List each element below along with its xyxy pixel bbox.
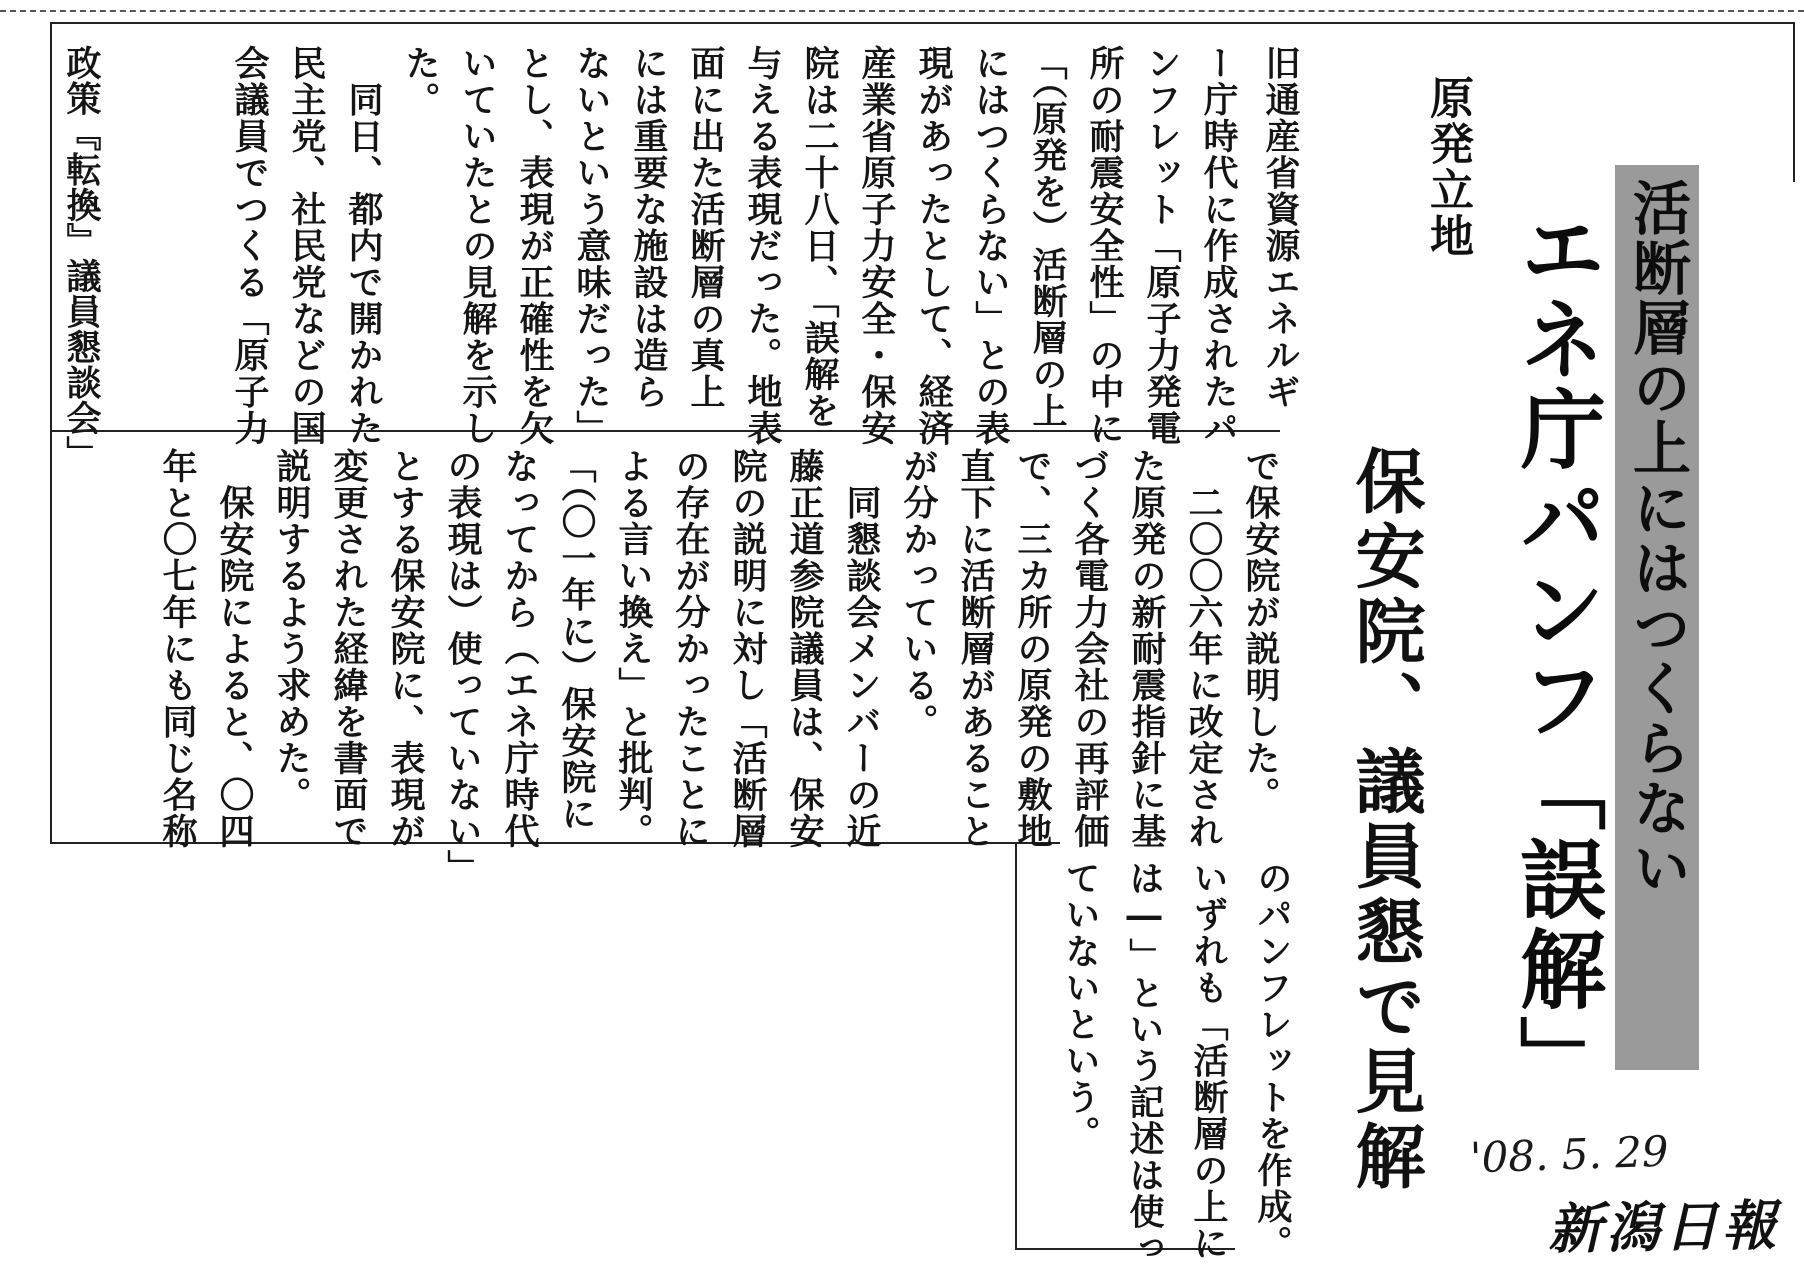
body-column: の存在が分かったことに xyxy=(670,448,710,850)
body-column: 保安院によると、〇四 xyxy=(214,448,254,850)
body-column: 政策『転換』議員懇談会」 xyxy=(61,45,101,471)
bottom-border-left xyxy=(50,842,1060,844)
body-column: 二〇〇六年に改定され xyxy=(1183,448,1223,850)
headline-right-border xyxy=(1793,22,1795,182)
top-cut-line xyxy=(0,10,1804,12)
body-column: ていないという。 xyxy=(1060,860,1100,1152)
body-column: 藤正道参院議員は、保安 xyxy=(784,448,824,850)
body-column: とする保安院に、表現が xyxy=(385,448,425,850)
body-column: なってから（エネ庁時代 xyxy=(499,448,539,850)
body-column: ないという意味だった」 xyxy=(571,45,611,447)
body-column: とし、表現が正確性を欠 xyxy=(514,45,554,447)
body-column: 同懇談会メンバーの近 xyxy=(841,448,881,850)
body-column: 院の説明に対し「活断層 xyxy=(727,448,767,850)
body-column: ー庁時代に作成されたパ xyxy=(1198,45,1238,447)
body-column: 面に出た活断層の真上 xyxy=(685,45,725,410)
left-border xyxy=(50,22,52,844)
body-column: よる言い換え」と批判。 xyxy=(613,448,653,850)
body-column: は―」という記述は使っ xyxy=(1124,860,1164,1267)
body-column: 現があったとして、経済 xyxy=(913,45,953,447)
body-column: 与える表現だった。地表 xyxy=(742,45,782,447)
body-column: いずれも「活断層の上に xyxy=(1188,860,1228,1262)
body-column: 所の耐震安全性」の中に xyxy=(1084,45,1124,447)
body-column: 民主党、社民党などの国 xyxy=(286,45,326,447)
main-headline: エネ庁パンフ「誤解」 xyxy=(1505,205,1605,1105)
body-column: ンフレット「原子力発電 xyxy=(1141,45,1181,447)
body-column: づく各電力会社の再評価 xyxy=(1069,448,1109,850)
body-column: が分かっている。 xyxy=(898,448,938,740)
body-column: 「（原発を）活断層の上 xyxy=(1027,45,1067,429)
body-column: にはつくらない」との表 xyxy=(970,45,1010,447)
clipping-date: '08. 5. 29 xyxy=(1469,1126,1670,1183)
body-column: 説明するよう求めた。 xyxy=(271,448,311,813)
body-column: の表現は）使っていない」 xyxy=(442,448,482,886)
body-column: で、三カ所の原発の敷地 xyxy=(1012,448,1052,850)
body-column: 同日、都内で開かれた xyxy=(343,45,383,447)
body-column: 院は二十八日、「誤解を xyxy=(799,45,839,429)
body-column: には重要な施設は造ら xyxy=(628,45,668,410)
kicker-headline: 活断層の上にはつくらない xyxy=(1623,178,1691,898)
body-column: 産業省原子力安全・保安 xyxy=(856,45,896,447)
top-border xyxy=(50,22,1795,24)
body-column: いていたとの見解を示し xyxy=(457,45,497,447)
body-column: のパンフレットを作成。 xyxy=(1252,860,1292,1262)
body-column: 会議員でつくる「原子力 xyxy=(229,45,269,447)
body-column: で保安院が説明した。 xyxy=(1240,448,1280,813)
body-column: 直下に活断層があること xyxy=(955,448,995,850)
tail-border xyxy=(1015,842,1017,1250)
sub-headline: 保安院、議員懇で見解 xyxy=(1344,445,1426,1195)
body-column: 旧通産省資源エネルギ xyxy=(1260,45,1300,410)
section-label: 原発立地 xyxy=(1422,75,1473,259)
body-column: 変更された経緯を書面で xyxy=(328,448,368,850)
body-column: 「（〇一年に）保安院に xyxy=(556,448,596,832)
body-column: た原発の新耐震指針に基 xyxy=(1126,448,1166,850)
body-column: た。 xyxy=(400,45,440,118)
newspaper-name: 新潟日報 xyxy=(1547,1192,1781,1262)
body-column: 年と〇七年にも同じ名称 xyxy=(157,448,197,850)
